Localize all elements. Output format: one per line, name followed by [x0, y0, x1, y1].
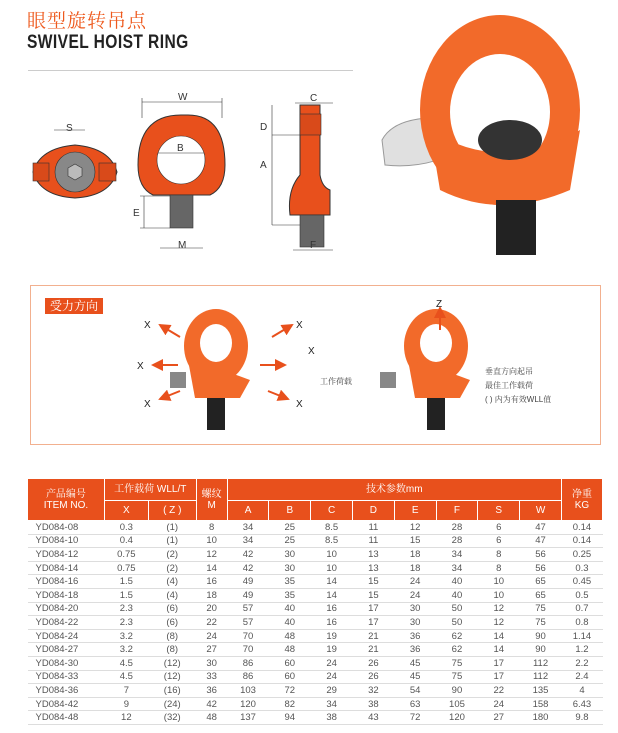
table-cell: 90 [520, 643, 562, 657]
table-cell: 0.45 [561, 575, 602, 589]
table-cell: 42 [227, 548, 269, 562]
axis-x-label: X [144, 320, 151, 331]
header-z: ( Z ) [148, 501, 196, 521]
table-cell: 16 [311, 602, 353, 616]
table-cell: 38 [311, 711, 353, 725]
table-cell: 22 [196, 616, 227, 630]
table-cell: 42 [196, 697, 227, 711]
table-cell: 2.2 [561, 656, 602, 670]
dim-label-e: E [133, 208, 140, 219]
spec-table [27, 478, 603, 725]
table-cell: 34 [227, 521, 269, 535]
table-cell: 17 [353, 602, 395, 616]
table-row [28, 616, 603, 630]
table-cell: 8 [196, 521, 227, 535]
table-row [28, 656, 603, 670]
table-cell: 56 [520, 548, 562, 562]
table-cell: 2.4 [561, 670, 602, 684]
table-cell: 0.5 [561, 588, 602, 602]
table-cell: 24 [394, 575, 436, 589]
table-row [28, 711, 603, 725]
table-cell: 10 [478, 575, 520, 589]
table-cell: 120 [227, 697, 269, 711]
table-cell: 10 [478, 588, 520, 602]
table-cell: 158 [520, 697, 562, 711]
item-number-cell: YD084-12 [28, 548, 105, 562]
dim-label-s: S [66, 123, 73, 134]
dim-label-w: W [178, 92, 188, 103]
table-cell: (4) [148, 588, 196, 602]
item-number-cell: YD084-08 [28, 521, 105, 535]
table-cell: 48 [269, 643, 311, 657]
axis-z-label: Z [436, 299, 443, 310]
table-cell: 75 [436, 670, 478, 684]
table-cell: 105 [436, 697, 478, 711]
table-cell: 12 [104, 711, 148, 725]
product-photo [382, 15, 580, 255]
table-cell: 50 [436, 616, 478, 630]
table-cell: 34 [436, 561, 478, 575]
table-cell: 24 [311, 656, 353, 670]
arrow-x-upright [272, 325, 292, 337]
table-cell: 12 [196, 548, 227, 562]
table-row [28, 534, 603, 548]
dim-label-m: M [178, 240, 187, 251]
table-cell: 32 [353, 684, 395, 698]
table-cell: 12 [394, 521, 436, 535]
table-cell: 0.3 [104, 521, 148, 535]
table-cell: 54 [394, 684, 436, 698]
header-dim: S [478, 501, 520, 521]
table-cell: 3.2 [104, 643, 148, 657]
table-cell: 12 [478, 616, 520, 630]
note-line: ( ) 内为有效WLL值 [485, 395, 552, 404]
note-line: 最佳工作载荷 [485, 381, 533, 390]
page-title-cn: 眼型旋转吊点 [27, 11, 148, 32]
table-cell: 20 [196, 602, 227, 616]
table-cell: 4.5 [104, 670, 148, 684]
table-cell: 30 [394, 616, 436, 630]
table-cell: 57 [227, 602, 269, 616]
table-cell: 13 [353, 548, 395, 562]
item-number-cell: YD084-27 [28, 643, 105, 657]
table-cell: 27 [478, 711, 520, 725]
table-cell: 103 [227, 684, 269, 698]
header-weight: 净重 KG [561, 479, 602, 521]
table-cell: 120 [436, 711, 478, 725]
table-row [28, 697, 603, 711]
table-cell: 75 [520, 602, 562, 616]
dim-label-d: D [260, 122, 268, 133]
item-number-cell: YD084-42 [28, 697, 105, 711]
table-cell: 25 [269, 521, 311, 535]
table-cell: 28 [436, 521, 478, 535]
table-cell: 40 [269, 602, 311, 616]
table-cell: 6 [478, 534, 520, 548]
table-cell: 82 [269, 697, 311, 711]
dim-label-f: F [310, 240, 317, 251]
table-cell: 24 [394, 588, 436, 602]
table-cell: 72 [269, 684, 311, 698]
table-cell: 36 [394, 643, 436, 657]
table-row [28, 670, 603, 684]
item-number-cell: YD084-16 [28, 575, 105, 589]
table-cell: 8 [478, 561, 520, 575]
table-cell: (2) [148, 561, 196, 575]
item-number-cell: YD084-10 [28, 534, 105, 548]
axis-x-label: X [137, 361, 144, 372]
table-row [28, 643, 603, 657]
axis-x-label: X [144, 399, 151, 410]
table-cell: (1) [148, 534, 196, 548]
item-number-cell: YD084-22 [28, 616, 105, 630]
table-cell: (1) [148, 521, 196, 535]
table-cell: 29 [311, 684, 353, 698]
header-x: X [104, 501, 148, 521]
table-cell: 112 [520, 656, 562, 670]
item-number-cell: YD084-20 [28, 602, 105, 616]
table-cell: 26 [353, 670, 395, 684]
axis-x-label: X [308, 346, 315, 357]
table-cell: 62 [436, 629, 478, 643]
table-cell: 8.5 [311, 521, 353, 535]
table-cell: 36 [196, 684, 227, 698]
table-cell: 90 [520, 629, 562, 643]
table-cell: 10 [196, 534, 227, 548]
table-cell: 10 [311, 548, 353, 562]
header-dim: A [227, 501, 269, 521]
table-cell: 18 [196, 588, 227, 602]
header-thread: 螺纹 M [196, 479, 227, 521]
table-cell: 14 [478, 629, 520, 643]
table-cell: 13 [353, 561, 395, 575]
header-dim: W [520, 501, 562, 521]
table-row [28, 521, 603, 535]
table-cell: (32) [148, 711, 196, 725]
table-cell: 49 [227, 575, 269, 589]
header-dim: C [311, 501, 353, 521]
table-cell: 49 [227, 588, 269, 602]
table-cell: 9.8 [561, 711, 602, 725]
table-cell: 0.25 [561, 548, 602, 562]
table-cell: 4.5 [104, 656, 148, 670]
table-cell: (4) [148, 575, 196, 589]
table-cell: 1.2 [561, 643, 602, 657]
eye-bolt-right [380, 309, 470, 430]
table-cell: 16 [311, 616, 353, 630]
table-cell: 86 [227, 656, 269, 670]
table-cell: 1.14 [561, 629, 602, 643]
table-cell: 47 [520, 521, 562, 535]
table-cell: 15 [394, 534, 436, 548]
table-cell: (8) [148, 643, 196, 657]
table-cell: 24 [196, 629, 227, 643]
table-cell: (16) [148, 684, 196, 698]
table-cell: 65 [520, 588, 562, 602]
table-cell: 60 [269, 656, 311, 670]
table-row [28, 684, 603, 698]
table-cell: 90 [436, 684, 478, 698]
table-cell: 21 [353, 643, 395, 657]
table-cell: 16 [196, 575, 227, 589]
header-dim: E [394, 501, 436, 521]
table-cell: 137 [227, 711, 269, 725]
table-cell: 8 [478, 548, 520, 562]
table-cell: 57 [227, 616, 269, 630]
table-cell: 0.8 [561, 616, 602, 630]
table-row [28, 575, 603, 589]
table-cell: 10 [311, 561, 353, 575]
table-cell: 24 [478, 697, 520, 711]
table-cell: 6.43 [561, 697, 602, 711]
arrow-x-downleft [160, 391, 180, 399]
table-cell: 135 [520, 684, 562, 698]
table-row [28, 588, 603, 602]
table-cell: 7 [104, 684, 148, 698]
table-cell: 0.7 [561, 602, 602, 616]
table-cell: 63 [394, 697, 436, 711]
table-cell: 70 [227, 643, 269, 657]
table-cell: 14 [311, 575, 353, 589]
item-number-cell: YD084-33 [28, 670, 105, 684]
table-cell: 22 [478, 684, 520, 698]
table-cell: 11 [353, 534, 395, 548]
table-cell: 17 [478, 656, 520, 670]
table-cell: 18 [394, 548, 436, 562]
table-cell: 14 [196, 561, 227, 575]
table-row [28, 561, 603, 575]
table-cell: (2) [148, 548, 196, 562]
table-cell: 30 [196, 656, 227, 670]
table-cell: 27 [196, 643, 227, 657]
table-cell: 17 [478, 670, 520, 684]
table-cell: 42 [227, 561, 269, 575]
table-cell: 40 [436, 575, 478, 589]
table-cell: 34 [436, 548, 478, 562]
table-cell: 25 [269, 534, 311, 548]
table-cell: 86 [227, 670, 269, 684]
table-cell: 180 [520, 711, 562, 725]
axis-x-label: X [296, 320, 303, 331]
load-diagram [0, 280, 618, 450]
table-cell: 14 [311, 588, 353, 602]
table-cell: 94 [269, 711, 311, 725]
table-cell: 45 [394, 656, 436, 670]
table-cell: 19 [311, 629, 353, 643]
table-cell: 45 [394, 670, 436, 684]
table-cell: 48 [269, 629, 311, 643]
table-cell: 56 [520, 561, 562, 575]
table-row [28, 629, 603, 643]
table-cell: 19 [311, 643, 353, 657]
table-cell: 60 [269, 670, 311, 684]
table-cell: 2.3 [104, 616, 148, 630]
table-cell: 2.3 [104, 602, 148, 616]
table-cell: 0.14 [561, 534, 602, 548]
table-cell: 30 [269, 561, 311, 575]
table-cell: 24 [311, 670, 353, 684]
table-cell: 15 [353, 575, 395, 589]
table-cell: (6) [148, 602, 196, 616]
table-cell: 43 [353, 711, 395, 725]
table-cell: 38 [353, 697, 395, 711]
arrow-x-upleft [160, 325, 180, 337]
table-cell: 35 [269, 588, 311, 602]
table-cell: 33 [196, 670, 227, 684]
item-number-cell: YD084-30 [28, 656, 105, 670]
table-cell: 0.14 [561, 521, 602, 535]
item-number-cell: YD084-36 [28, 684, 105, 698]
table-cell: 4 [561, 684, 602, 698]
item-number-cell: YD084-48 [28, 711, 105, 725]
header-dim: D [353, 501, 395, 521]
header-wll: 工作载荷 WLL/T [104, 479, 196, 501]
table-cell: 48 [196, 711, 227, 725]
header-item: 产品编号 ITEM NO. [28, 479, 105, 521]
eye-bolt-left [170, 309, 250, 430]
table-cell: 15 [353, 588, 395, 602]
table-cell: 47 [520, 534, 562, 548]
table-cell: 75 [436, 656, 478, 670]
header-dim: F [436, 501, 478, 521]
arrow-x-downright [268, 391, 288, 399]
table-cell: 8.5 [311, 534, 353, 548]
table-row [28, 602, 603, 616]
table-cell: 21 [353, 629, 395, 643]
table-cell: 0.3 [561, 561, 602, 575]
header-params: 技术参数mm [227, 479, 561, 501]
table-row [28, 548, 603, 562]
table-cell: 3.2 [104, 629, 148, 643]
table-cell: 36 [394, 629, 436, 643]
table-cell: 0.75 [104, 561, 148, 575]
item-number-cell: YD084-14 [28, 561, 105, 575]
table-cell: 17 [353, 616, 395, 630]
table-cell: (24) [148, 697, 196, 711]
item-number-cell: YD084-24 [28, 629, 105, 643]
table-cell: 35 [269, 575, 311, 589]
table-cell: 50 [436, 602, 478, 616]
table-cell: (6) [148, 616, 196, 630]
table-cell: (8) [148, 629, 196, 643]
table-cell: 30 [394, 602, 436, 616]
table-cell: 0.4 [104, 534, 148, 548]
header-dim: B [269, 501, 311, 521]
table-cell: 11 [353, 521, 395, 535]
dim-label-a: A [260, 160, 267, 171]
table-cell: 26 [353, 656, 395, 670]
table-cell: 6 [478, 521, 520, 535]
dim-label-c: C [310, 93, 318, 104]
table-cell: 75 [520, 616, 562, 630]
load-direction-label: 受力方向 [45, 298, 103, 314]
table-cell: 12 [478, 602, 520, 616]
table-cell: 14 [478, 643, 520, 657]
table-cell: 28 [436, 534, 478, 548]
working-load-label: 工作荷载 [320, 377, 352, 386]
table-cell: 1.5 [104, 588, 148, 602]
dim-label-b: B [177, 143, 184, 154]
table-cell: 40 [436, 588, 478, 602]
table-cell: 65 [520, 575, 562, 589]
note-line: 垂直方向起吊 [485, 367, 533, 376]
table-cell: 40 [269, 616, 311, 630]
table-cell: 18 [394, 561, 436, 575]
table-cell: 34 [227, 534, 269, 548]
table-cell: 70 [227, 629, 269, 643]
table-cell: 62 [436, 643, 478, 657]
technical-drawing [0, 0, 618, 270]
table-cell: 9 [104, 697, 148, 711]
table-cell: 1.5 [104, 575, 148, 589]
axis-x-label: X [296, 399, 303, 410]
table-cell: 34 [311, 697, 353, 711]
table-cell: 72 [394, 711, 436, 725]
page-title-en: SWIVEL HOIST RING [27, 32, 189, 53]
table-cell: 0.75 [104, 548, 148, 562]
table-cell: (12) [148, 656, 196, 670]
table-cell: 30 [269, 548, 311, 562]
table-cell: 112 [520, 670, 562, 684]
table-cell: (12) [148, 670, 196, 684]
item-number-cell: YD084-18 [28, 588, 105, 602]
